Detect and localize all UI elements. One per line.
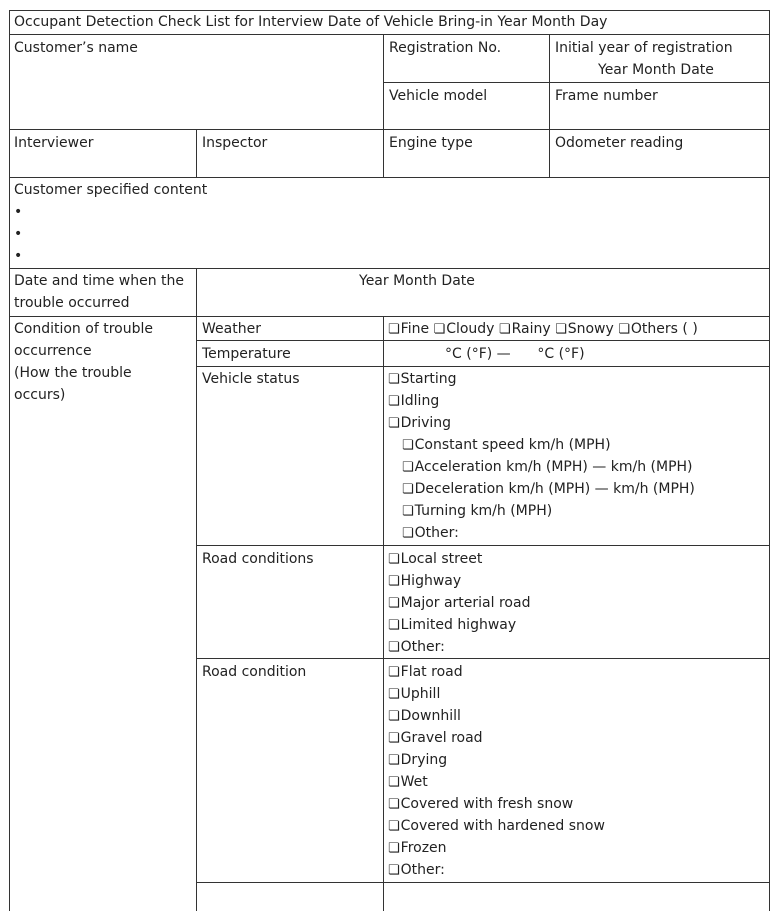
- option-label: Frozen: [400, 840, 447, 856]
- checkbox-limited-highway[interactable]: [388, 614, 516, 637]
- checkbox-fine[interactable]: [388, 321, 429, 337]
- rule: [383, 34, 384, 177]
- checkbox-icon: ❏: [388, 731, 400, 746]
- option-label: Gravel road: [400, 730, 483, 746]
- rule: [9, 268, 770, 269]
- bullet: •: [14, 248, 23, 264]
- condition-label-line: Condition of trouble: [14, 321, 153, 337]
- checkbox-icon: ❏: [388, 709, 400, 724]
- rule: [9, 316, 770, 317]
- trouble-date-label-line: Date and time when the: [14, 273, 185, 289]
- checkbox-icon: ❏: [402, 438, 414, 453]
- initial-year-label: Initial year of registration: [555, 40, 733, 56]
- checkbox-downhill[interactable]: [388, 705, 461, 728]
- vehicle-status-label: Vehicle status: [202, 371, 300, 387]
- checkbox-wet[interactable]: [388, 771, 428, 794]
- option-label: Highway: [400, 573, 462, 589]
- checkbox-icon: ❏: [388, 775, 400, 790]
- checkbox-icon: ❏: [402, 482, 414, 497]
- option-label: Other:: [400, 639, 445, 655]
- checkbox-icon: ❏: [402, 460, 414, 475]
- option-label: Fine: [400, 321, 430, 337]
- road-conditions-label: Road conditions: [202, 551, 314, 567]
- checkbox-icon: ❏: [388, 322, 400, 337]
- checkbox-others[interactable]: [618, 321, 698, 337]
- option-label: Uphill: [400, 686, 441, 702]
- rule: [196, 545, 770, 546]
- checkbox-frozen[interactable]: [388, 837, 447, 860]
- option-label: Idling: [400, 393, 440, 409]
- checkbox-deceleration[interactable]: [402, 478, 695, 501]
- option-label: Constant speed km/h (MPH): [414, 437, 611, 453]
- checkbox-icon: ❏: [402, 526, 414, 541]
- checkbox-road-condition-other[interactable]: [388, 859, 445, 882]
- form-title: Occupant Detection Check List for Interview Date of Vehicle Bring-in Year Month Day: [14, 14, 608, 30]
- checkbox-turning[interactable]: [402, 500, 552, 523]
- option-label: Major arterial road: [400, 595, 531, 611]
- rule: [9, 129, 770, 130]
- customer-content-label: Customer specified content: [14, 182, 208, 198]
- interviewer-label: Interviewer: [14, 135, 94, 151]
- checkbox-icon: ❏: [555, 322, 567, 337]
- option-label: Deceleration km/h (MPH) — km/h (MPH): [414, 481, 695, 497]
- checkbox-uphill[interactable]: [388, 683, 440, 706]
- checkbox-icon: ❏: [433, 322, 446, 337]
- checkbox-cloudy[interactable]: [434, 321, 495, 337]
- checkbox-gravel-road[interactable]: [388, 727, 483, 750]
- checkbox-major-arterial-road[interactable]: [388, 592, 530, 615]
- checkbox-highway[interactable]: [388, 570, 461, 593]
- checkbox-flat-road[interactable]: [388, 661, 463, 684]
- option-label: Others ( ): [630, 321, 698, 337]
- option-label: Rainy: [511, 321, 551, 337]
- checkbox-icon: ❏: [498, 322, 511, 337]
- checkbox-driving[interactable]: [388, 412, 451, 435]
- option-label: Downhill: [400, 708, 461, 724]
- temperature-label: Temperature: [202, 346, 291, 362]
- checkbox-icon: ❏: [388, 665, 400, 680]
- checkbox-icon: ❏: [388, 863, 400, 878]
- option-label: Limited highway: [400, 617, 517, 633]
- option-label: Covered with fresh snow: [400, 796, 574, 812]
- option-label: Wet: [400, 774, 428, 790]
- checkbox-icon: ❏: [388, 687, 400, 702]
- rule: [196, 366, 770, 367]
- rule: [383, 82, 770, 83]
- trouble-date-value: Year Month Date: [359, 273, 475, 289]
- checkbox-icon: ❏: [388, 841, 400, 856]
- customer-name-label: Customer’s name: [14, 40, 138, 56]
- checkbox-local-street[interactable]: [388, 548, 482, 571]
- registration-no-label: Registration No.: [389, 40, 502, 56]
- checkbox-icon: ❏: [388, 753, 400, 768]
- checkbox-icon: ❏: [388, 394, 400, 409]
- checkbox-snowy[interactable]: [555, 321, 614, 337]
- option-label: Drying: [400, 752, 448, 768]
- option-label: Acceleration km/h (MPH) — km/h (MPH): [414, 459, 693, 475]
- checkbox-fresh-snow[interactable]: [388, 793, 573, 816]
- rule: [769, 10, 770, 911]
- checkbox-icon: ❏: [388, 640, 400, 655]
- option-label: Local street: [400, 551, 483, 567]
- checkbox-driving-other[interactable]: [402, 522, 459, 545]
- checkbox-icon: ❏: [388, 596, 400, 611]
- checkbox-road-conditions-other[interactable]: [388, 636, 445, 659]
- bullet: •: [14, 204, 23, 220]
- rule: [196, 268, 197, 911]
- condition-label-line: occurs): [14, 387, 66, 403]
- option-label: Driving: [400, 415, 452, 431]
- rule: [549, 34, 550, 177]
- checkbox-acceleration[interactable]: [402, 456, 693, 479]
- vehicle-model-label: Vehicle model: [389, 88, 488, 104]
- odometer-label: Odometer reading: [555, 135, 684, 151]
- checkbox-icon: ❏: [388, 797, 400, 812]
- trouble-date-label-line: trouble occurred: [14, 295, 130, 311]
- road-condition-label: Road condition: [202, 664, 307, 680]
- engine-type-label: Engine type: [389, 135, 473, 151]
- condition-label-line: occurrence: [14, 343, 92, 359]
- initial-year-date-label: Year Month Date: [598, 62, 714, 78]
- option-label: Other:: [414, 525, 459, 541]
- checkbox-icon: ❏: [402, 504, 414, 519]
- option-label: Flat road: [400, 664, 463, 680]
- checkbox-icon: ❏: [388, 416, 400, 431]
- option-label: Starting: [400, 371, 457, 387]
- checkbox-constant-speed[interactable]: [402, 434, 611, 457]
- temperature-value: °C (°F) — °C (°F): [445, 346, 585, 362]
- option-label: Other:: [400, 862, 445, 878]
- checkbox-icon: ❏: [618, 322, 630, 337]
- rule: [383, 316, 384, 911]
- checkbox-icon: ❏: [388, 372, 400, 387]
- rule: [9, 177, 770, 178]
- weather-label: Weather: [202, 321, 261, 337]
- rule: [196, 129, 197, 177]
- checkbox-icon: ❏: [388, 819, 400, 834]
- inspector-label: Inspector: [202, 135, 268, 151]
- weather-options: [388, 318, 698, 341]
- frame-number-label: Frame number: [555, 88, 658, 104]
- checkbox-icon: ❏: [388, 618, 400, 633]
- checkbox-starting[interactable]: [388, 368, 457, 391]
- checkbox-rainy[interactable]: [499, 321, 551, 337]
- rule: [9, 34, 770, 35]
- option-label: Covered with hardened snow: [400, 818, 605, 834]
- checklist-form: [9, 10, 770, 911]
- checkbox-icon: ❏: [388, 552, 400, 567]
- checkbox-hardened-snow[interactable]: [388, 815, 605, 838]
- rule: [9, 10, 10, 911]
- checkbox-idling[interactable]: [388, 390, 439, 413]
- option-label: Turning km/h (MPH): [414, 503, 553, 519]
- checkbox-drying[interactable]: [388, 749, 447, 772]
- rule: [196, 658, 770, 659]
- bullet: •: [14, 226, 23, 242]
- option-label: Snowy: [567, 321, 614, 337]
- option-label: Cloudy: [446, 321, 495, 337]
- condition-label-line: (How the trouble: [14, 365, 132, 381]
- rule: [196, 882, 770, 883]
- checkbox-icon: ❏: [388, 574, 400, 589]
